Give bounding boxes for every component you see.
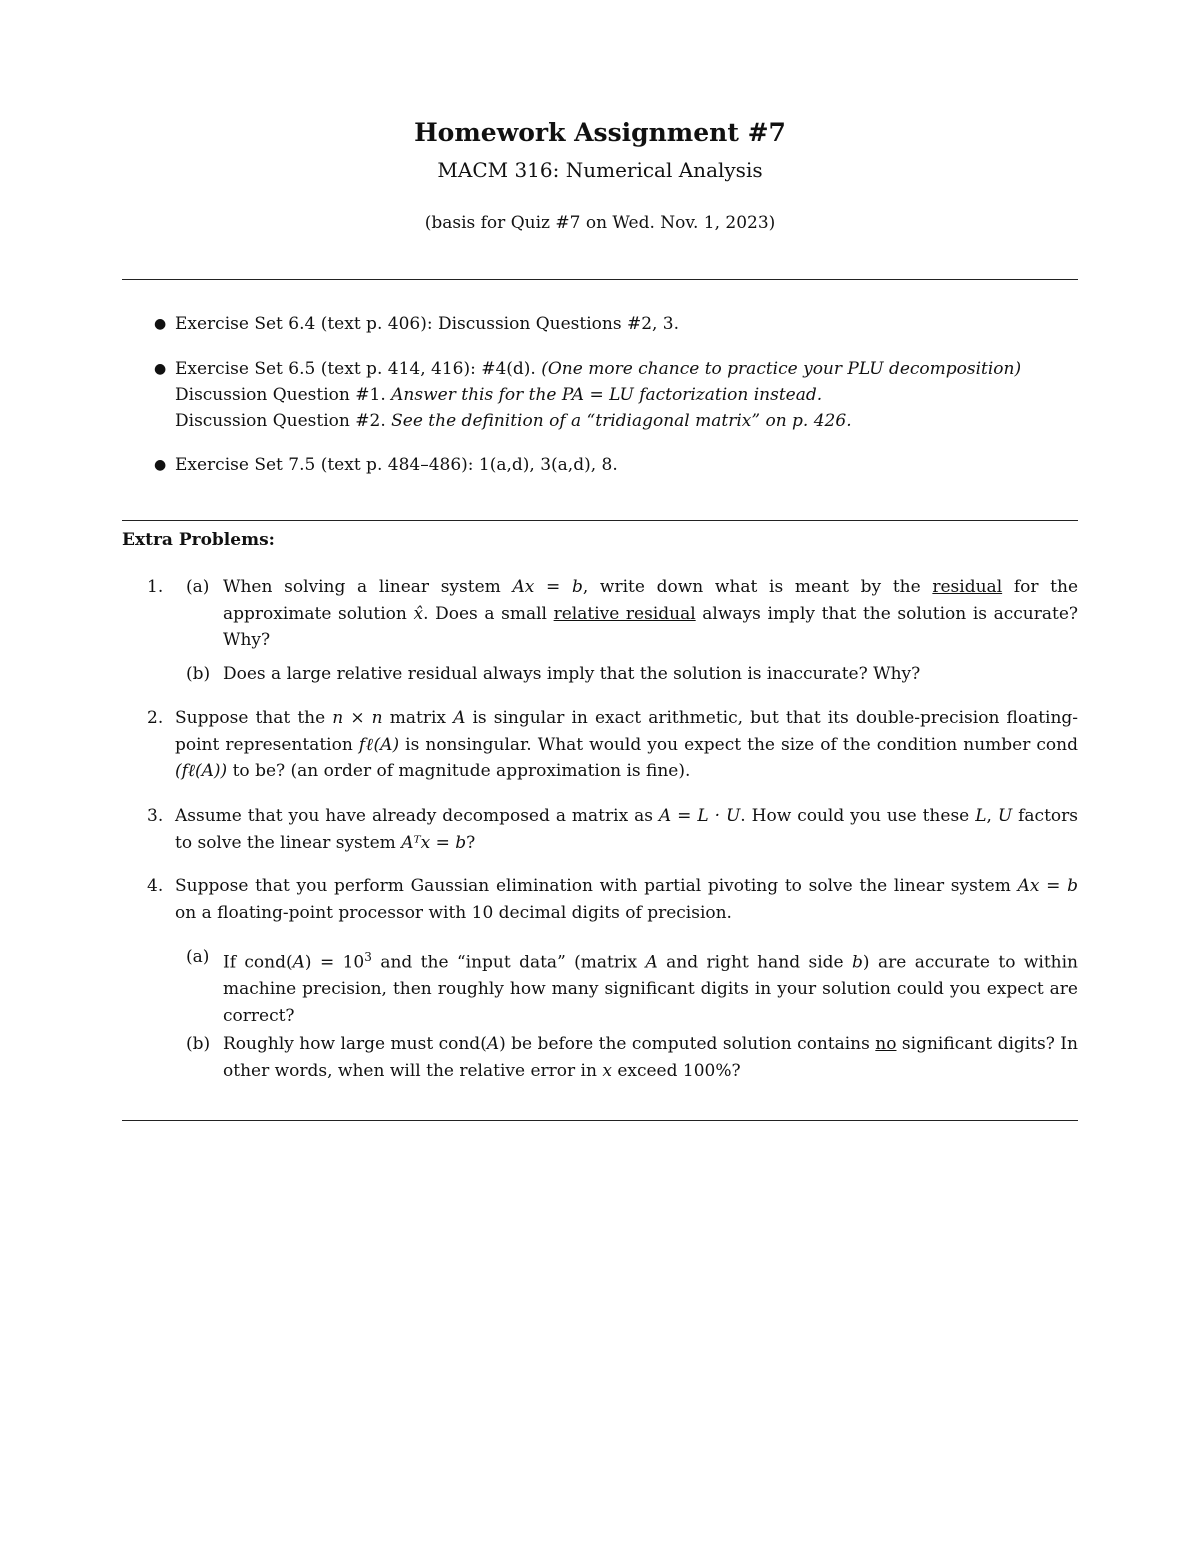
subpart-label: (b) [186, 664, 211, 684]
document-title: Homework Assignment #7 [414, 118, 786, 147]
problem-3-text: Assume that you have already decomposed a matrix as A = L · U. How could you use these L, U factors to solve the linear system Aᵀx = b? [175, 806, 1078, 853]
bullet-item-2: Exercise Set 6.5 (text p. 414, 416): #4(d). (One more chance to practice your PLU decomposition) Discussion Question #1. Answer this for the PA = LU factorization instead. Discussion Question #2. See the definition of a “tridiagonal matrix” on p. 426. [175, 359, 1022, 431]
problem-number: 2. [147, 708, 164, 728]
problem-1a-text: When solving a linear system Ax = b, write down what is meant by the residual for the approximate solution x̂. Does a small relative residual always imply that the solution is accurate? Why? [223, 577, 1079, 650]
bullet-icon: ● [154, 457, 167, 473]
bullet-icon: ● [154, 361, 167, 377]
quiz-basis-note: (basis for Quiz #7 on Wed. Nov. 1, 2023) [424, 213, 776, 233]
divider-bottom [122, 1120, 1078, 1121]
problem-4a-text: If cond(A) = $10^3$ and the “input data” (matrix A and right hand side b) are accurate to within machine precision, then roughly how many significant digits in your solution could you expect are correct? [223, 950, 1079, 1026]
problem-2-text: Suppose that the n × n matrix A is singular in exact arithmetic, but that its double-precision floating-point representation fℓ(A) is nonsingular. What would you expect the size of the condition number cond (fℓ(A)) to be? (an order of magnitude approximation is fine). [175, 708, 1079, 781]
problem-number: 1. [147, 577, 164, 597]
extra-problems-heading: Extra Problems: [122, 530, 275, 550]
bullet-item-3: Exercise Set 7.5 (text p. 484–486): 1(a,d), 3(a,d), 8. [175, 455, 618, 475]
divider-middle [122, 520, 1078, 521]
subpart-label: (a) [186, 947, 210, 967]
subpart-label: (b) [186, 1034, 211, 1054]
subpart-label: (a) [186, 577, 210, 597]
course-name: MACM 316: Numerical Analysis [437, 158, 763, 182]
problem-number: 4. [147, 876, 164, 896]
problem-4b-text: Roughly how large must cond(A) be before the computed solution contains no significant digits? In other words, when will the relative error in x exceed 100%? [223, 1034, 1078, 1081]
bullet-icon: ● [154, 316, 167, 332]
problem-1b-text: Does a large relative residual always imply that the solution is inaccurate? Why? [223, 664, 921, 684]
divider-top [122, 279, 1078, 280]
problem-number: 3. [147, 806, 164, 826]
problem-4-text: Suppose that you perform Gaussian elimination with partial pivoting to solve the linear system Ax = b on a floating-point processor with 10 decimal digits of precision. [175, 876, 1078, 923]
bullet-item-1: Exercise Set 6.4 (text p. 406): Discussion Questions #2, 3. [175, 314, 680, 334]
